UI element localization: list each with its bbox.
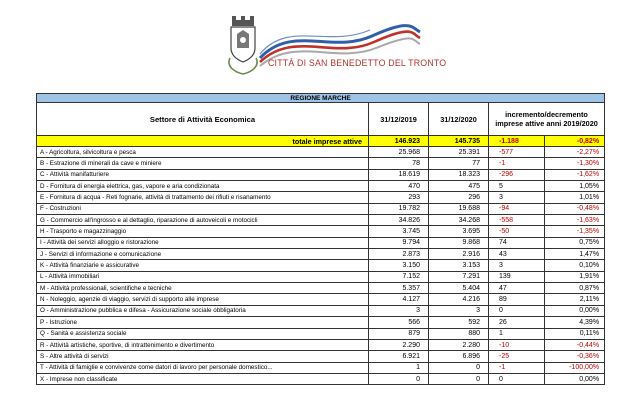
- value-diff: 3: [489, 260, 545, 271]
- value-2019: 5.357: [369, 283, 429, 294]
- sector-label: F - Costruzioni: [37, 203, 369, 214]
- value-2019: 19.782: [369, 203, 429, 214]
- sector-label: C - Attività manifatturiere: [37, 169, 369, 180]
- value-2020: 34.268: [429, 215, 489, 226]
- value-diff: 0: [489, 373, 545, 384]
- value-pct: -1,30%: [545, 158, 605, 169]
- value-diff: -50: [489, 226, 545, 237]
- value-pct: 0,75%: [545, 237, 605, 248]
- sector-label: H - Trasporto e magazzinaggio: [37, 226, 369, 237]
- value-2020: 4.216: [429, 294, 489, 305]
- table-row: [37, 147, 605, 158]
- table-row: [37, 215, 605, 226]
- value-diff: -25: [489, 351, 545, 362]
- table-row: [37, 237, 605, 248]
- value-pct: -100,00%: [545, 362, 605, 373]
- table-row: [37, 203, 605, 214]
- value-2020: 0: [429, 373, 489, 384]
- value-pct: 1,05%: [545, 181, 605, 192]
- sector-label: D - Fornitura di energia elettrica, gas, vapore e aria condizionata: [37, 181, 369, 192]
- value-2020: 2.280: [429, 339, 489, 350]
- value-diff: 3: [489, 192, 545, 203]
- value-2019: 25.968: [369, 147, 429, 158]
- value-pct: 1,47%: [545, 249, 605, 260]
- value-2020: 5.404: [429, 283, 489, 294]
- total-2020: 145.735: [429, 136, 489, 147]
- value-diff: -558: [489, 215, 545, 226]
- total-label: totale imprese attive: [37, 136, 369, 147]
- value-2020: 19.688: [429, 203, 489, 214]
- value-pct: 1,91%: [545, 271, 605, 282]
- value-pct: 0,00%: [545, 373, 605, 384]
- document-header: [0, 0, 624, 88]
- value-2020: 25.391: [429, 147, 489, 158]
- column-header-2019: 31/12/2019: [369, 103, 429, 136]
- table-row: [37, 339, 605, 350]
- table-row: [37, 373, 605, 384]
- value-2019: 0: [369, 373, 429, 384]
- table-row: [37, 328, 605, 339]
- header-row: [37, 103, 605, 136]
- sector-label: B - Estrazione di minerali da cave e miniere: [37, 158, 369, 169]
- enterprises-table: [36, 93, 605, 385]
- region-row: [37, 94, 605, 103]
- table-row: [37, 158, 605, 169]
- value-pct: -1,62%: [545, 169, 605, 180]
- value-diff: 5: [489, 181, 545, 192]
- value-pct: -0,36%: [545, 351, 605, 362]
- value-pct: 1,01%: [545, 192, 605, 203]
- value-2020: 9.868: [429, 237, 489, 248]
- value-2020: 880: [429, 328, 489, 339]
- column-header-sector: Settore di Attività Economica: [37, 103, 369, 136]
- value-2020: 3.153: [429, 260, 489, 271]
- value-diff: -296: [489, 169, 545, 180]
- sector-label: A - Agricoltura, silvicoltura e pesca: [37, 147, 369, 158]
- table-row: [37, 192, 605, 203]
- value-pct: 0,87%: [545, 283, 605, 294]
- sector-label: R - Attività artistiche, sportive, di intrattenimento e divertimento: [37, 339, 369, 350]
- sector-label: Q - Sanità e assistenza sociale: [37, 328, 369, 339]
- value-2020: 18.323: [429, 169, 489, 180]
- value-2019: 2.873: [369, 249, 429, 260]
- value-2019: 470: [369, 181, 429, 192]
- sector-label: X - Imprese non classificate: [37, 373, 369, 384]
- value-2019: 293: [369, 192, 429, 203]
- table-row: [37, 271, 605, 282]
- sector-label: J - Servizi di informazione e comunicazione: [37, 249, 369, 260]
- table-row: [37, 260, 605, 271]
- value-diff: -1: [489, 362, 545, 373]
- value-pct: -1,35%: [545, 226, 605, 237]
- value-2019: 1: [369, 362, 429, 373]
- value-2020: 77: [429, 158, 489, 169]
- value-2020: 2.916: [429, 249, 489, 260]
- sector-label: E - Fornitura di acqua - Reti fognarie, attività di trattamento dei rifiuti e risanamento: [37, 192, 369, 203]
- value-2020: 0: [429, 362, 489, 373]
- table-row: [37, 305, 605, 316]
- table-row: [37, 169, 605, 180]
- value-pct: -2,27%: [545, 147, 605, 158]
- sector-label: M - Attività professionali, scientifiche e tecniche: [37, 283, 369, 294]
- value-diff: 74: [489, 237, 545, 248]
- sector-label: O - Amministrazione pubblica e difesa - Assicurazione sociale obbligatoria: [37, 305, 369, 316]
- table-row: [37, 249, 605, 260]
- value-pct: -1,63%: [545, 215, 605, 226]
- value-pct: 0,10%: [545, 260, 605, 271]
- sector-label: G - Commercio all'ingrosso e al dettaglio, riparazione di autoveicoli e motocicli: [37, 215, 369, 226]
- sector-label: L - Attività immobiliari: [37, 271, 369, 282]
- value-2019: 34.826: [369, 215, 429, 226]
- total-row: [37, 136, 605, 147]
- value-2020: 296: [429, 192, 489, 203]
- table-row: [37, 317, 605, 328]
- value-2019: 78: [369, 158, 429, 169]
- sector-label: P - Istruzione: [37, 317, 369, 328]
- value-2020: 3.695: [429, 226, 489, 237]
- value-2019: 3.745: [369, 226, 429, 237]
- value-diff: -577: [489, 147, 545, 158]
- sector-label: T - Attività di famiglie e convivenze come datori di lavoro per personale domestico...: [37, 362, 369, 373]
- value-diff: -1: [489, 158, 545, 169]
- total-2019: 146.923: [369, 136, 429, 147]
- value-pct: 0,00%: [545, 305, 605, 316]
- total-pct: -0,82%: [545, 136, 605, 147]
- enterprises-table-container: [36, 93, 604, 385]
- value-diff: 1: [489, 328, 545, 339]
- value-diff: -10: [489, 339, 545, 350]
- value-diff: -94: [489, 203, 545, 214]
- city-crest-with-ribbon-icon: [222, 14, 422, 80]
- table-row: [37, 351, 605, 362]
- column-header-change: incremento/decremento imprese attive anni 2019/2020: [489, 103, 605, 136]
- sector-label: N - Noleggio, agenzie di viaggio, servizi di supporto alle imprese: [37, 294, 369, 305]
- table-row: [37, 294, 605, 305]
- value-pct: 2,11%: [545, 294, 605, 305]
- value-2019: 6.921: [369, 351, 429, 362]
- sector-label: I - Attività dei servizi alloggio e ristorazione: [37, 237, 369, 248]
- value-pct: -0,48%: [545, 203, 605, 214]
- value-diff: 26: [489, 317, 545, 328]
- value-2019: 3: [369, 305, 429, 316]
- value-diff: 43: [489, 249, 545, 260]
- value-2020: 592: [429, 317, 489, 328]
- value-diff: 0: [489, 305, 545, 316]
- sector-label: K - Attività finanziarie e assicurative: [37, 260, 369, 271]
- table-row: [37, 283, 605, 294]
- column-header-2020: 31/12/2020: [429, 103, 489, 136]
- table-row: [37, 226, 605, 237]
- value-pct: 4,39%: [545, 317, 605, 328]
- sector-label: S - Altre attività di servizi: [37, 351, 369, 362]
- table-row: [37, 362, 605, 373]
- total-diff: -1.188: [489, 136, 545, 147]
- value-2020: 3: [429, 305, 489, 316]
- table-row: [37, 181, 605, 192]
- value-diff: 47: [489, 283, 545, 294]
- value-2019: 3.150: [369, 260, 429, 271]
- value-2019: 566: [369, 317, 429, 328]
- value-2019: 879: [369, 328, 429, 339]
- value-2019: 4.127: [369, 294, 429, 305]
- region-title: REGIONE MARCHE: [37, 94, 605, 103]
- city-name: CITTÀ DI SAN BENEDETTO DEL TRONTO: [268, 58, 447, 68]
- value-2019: 9.794: [369, 237, 429, 248]
- value-2019: 2.290: [369, 339, 429, 350]
- value-2019: 18.619: [369, 169, 429, 180]
- value-pct: -0,44%: [545, 339, 605, 350]
- value-diff: 89: [489, 294, 545, 305]
- value-2020: 7.291: [429, 271, 489, 282]
- value-2020: 475: [429, 181, 489, 192]
- value-2020: 6.896: [429, 351, 489, 362]
- value-diff: 139: [489, 271, 545, 282]
- value-pct: 0,11%: [545, 328, 605, 339]
- value-2019: 7.152: [369, 271, 429, 282]
